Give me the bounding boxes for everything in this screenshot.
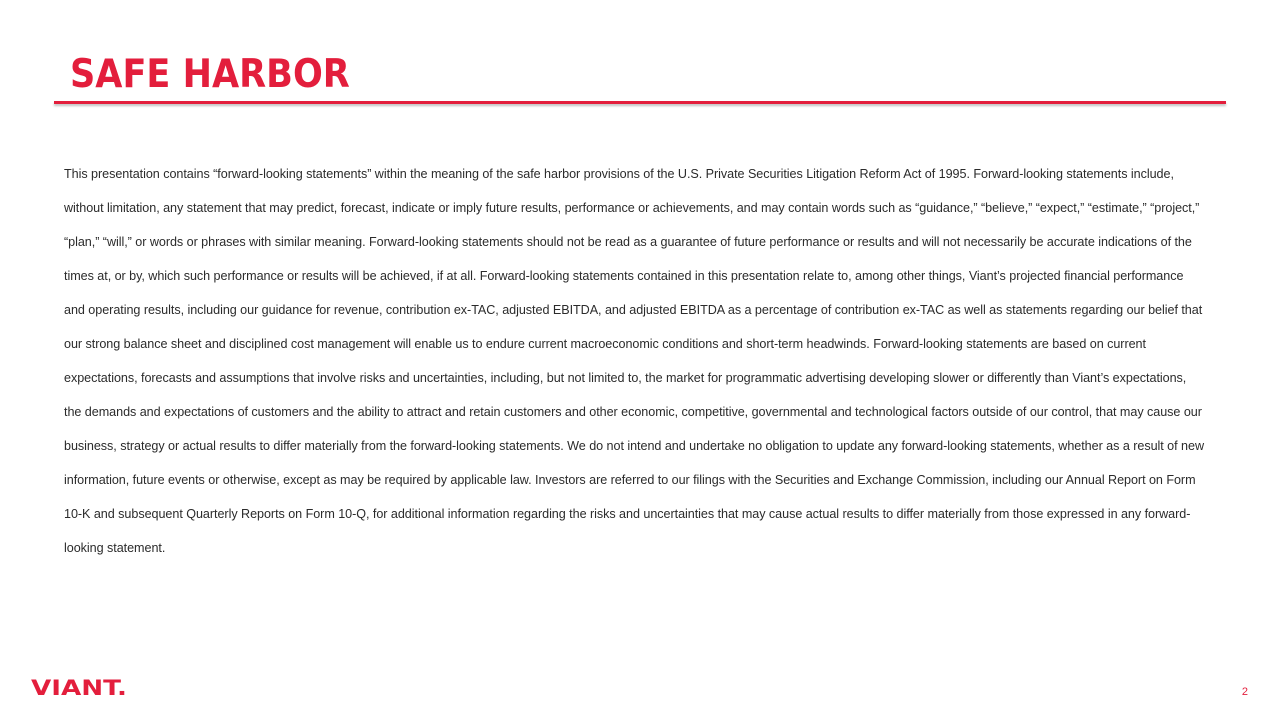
slide-title: SAFE HARBOR [70,52,350,97]
viant-logo [30,674,130,700]
viant-logo-text: VIANT. [31,676,127,700]
safe-harbor-body-text: This presentation contains “forward-looking statements” within the meaning of the safe harbor provisions of the U.S. Private Securities Litigation Reform Act of 1995. Forward-looking statements include, without limitation, any statement that may predict, forecast, indicate or imply future results, performance or achievements, and may contain words such as “guidance,” “believe,” “expect,” “estimate,” “project,” “plan,” “will,” or words or phrases with similar meaning. Forward-looking statements should not be read as a guarantee of future performance or results and will not necessarily be accurate indications of the times at, or by, which such performance or results will be achieved, if at all. Forward-looking statements contained in this presentation relate to, among other things, Viant’s projected financial performance and operating results, including our guidance for revenue, contribution ex-TAC, adjusted EBITDA, and adjusted EBITDA as a percentage of contribution ex-TAC as well as statements regarding our belief that our strong balance sheet and disciplined cost management will enable us to endure current macroeconomic conditions and short-term headwinds. Forward-looking statements are based on current expectations, forecasts and assumptions that involve risks and uncertainties, including, but not limited to, the market for programmatic advertising developing slower or differently than Viant’s expectations, the demands and expectations of customers and the ability to attract and retain customers and other economic, competitive, governmental and technological factors outside of our control, that may cause our business, strategy or actual results to differ materially from the forward-looking statements. We do not intend and undertake no obligation to update any forward-looking statements, whether as a result of new information, future events or otherwise, except as may be required by applicable law. Investors are referred to our filings with the Securities and Exchange Commission, including our Annual Report on Form 10-K and subsequent Quarterly Reports on Form 10-Q, for additional information regarding the risks and uncertainties that may cause actual results to differ materially from those expressed in any forward-looking statement. [64,167,1204,555]
title-underline [54,101,1226,104]
page-number: 2 [1241,686,1248,698]
